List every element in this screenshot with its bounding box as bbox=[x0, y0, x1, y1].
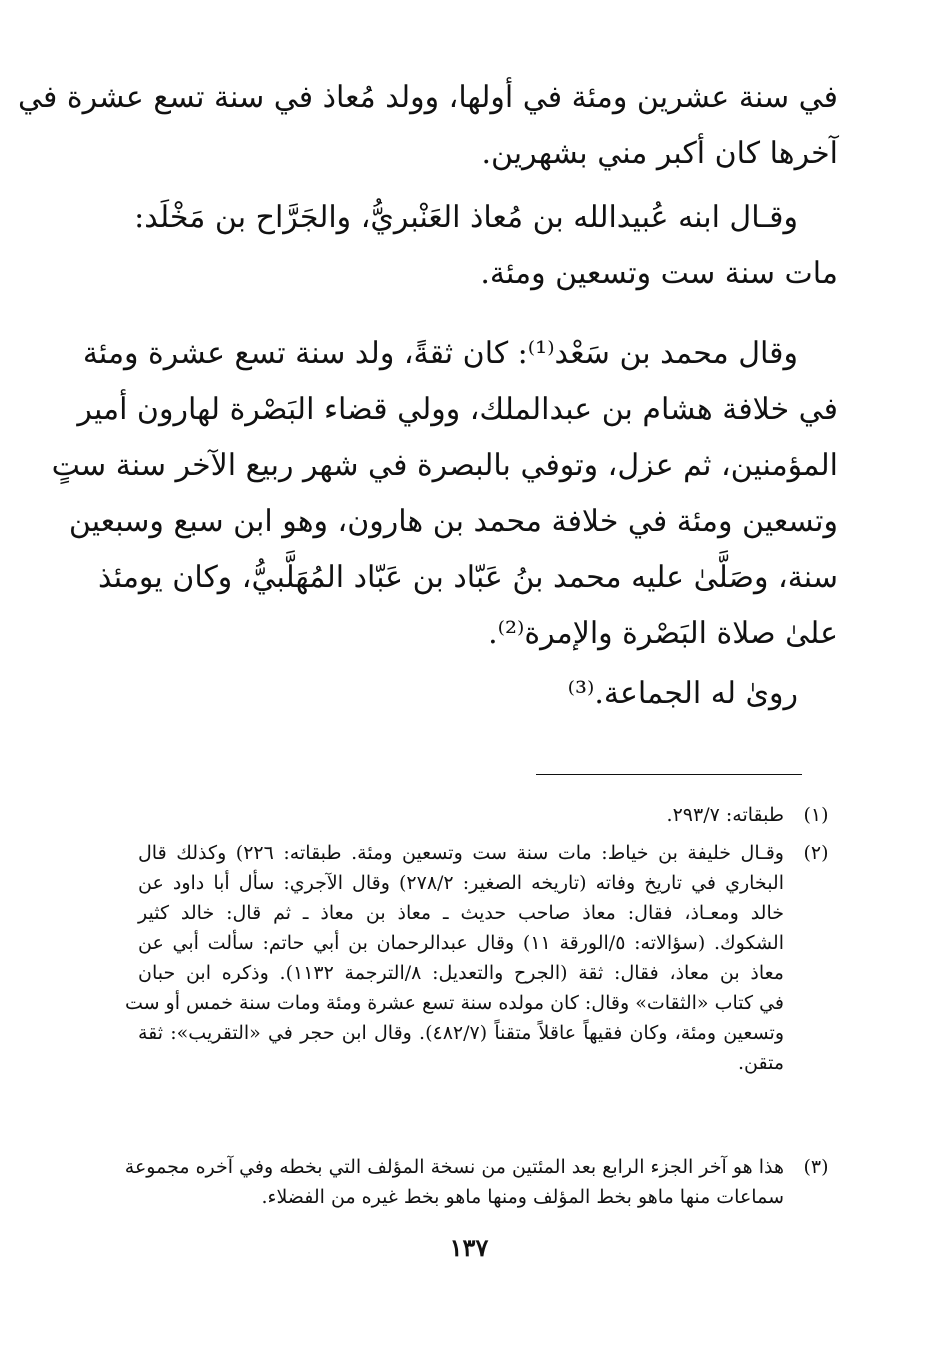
footnote-number: (١) bbox=[803, 804, 829, 826]
footnote-line: معاذ بن معاذ، فقال: ثقة (الجرح والتعديل: ٨/الترجمة ١١٣٢). وذكره ابن حبان bbox=[138, 962, 784, 984]
footnote-line: في كتاب «الثقات» وقال: كان مولده سنة تسع عشرة ومئة ومات سنة خمس أو ست bbox=[124, 992, 784, 1014]
footnote-line: وتسعين ومئة، وكان فقيهاً عاقلاً متقناً (٤٨٢/٧). وقال ابن حجر في «التقريب»: ثقة bbox=[138, 1022, 784, 1044]
text-line: وقال محمد بن سَعْد⁽¹⁾: كان ثقةً، ولد سنة تسع عشرة ومئة bbox=[82, 336, 798, 371]
footnote-line: خالد ومعـاذ، فقال: معاذ صاحب حديث ـ معاذ بن معاذ ـ ثم قال: خالد كثير bbox=[138, 902, 784, 924]
text-line: وقـال ابنه عُبيدالله بن مُعاذ العَنْبريُّ، والجَرَّاح بن مَخْلَد: bbox=[134, 200, 798, 235]
footnote-1 bbox=[138, 800, 838, 830]
footnote-line: طبقاته: ٢٩٣/٧. bbox=[666, 804, 784, 826]
text-line: روىٰ له الجماعة.⁽³⁾ bbox=[567, 676, 798, 711]
footnote-line: هذا هو آخر الجزء الرابع بعد المئتين من نسخة المؤلف التي بخطه وفي آخره مجموعة bbox=[124, 1156, 784, 1178]
paragraph-3 bbox=[51, 326, 838, 662]
paragraph-2 bbox=[134, 190, 838, 302]
text-line: سنة، وصَلَّىٰ عليه محمد بنُ عَبّاد بن عَبّاد المُهَلَّبيُّ، وكان يومئذ bbox=[98, 560, 838, 595]
footnote-2 bbox=[124, 838, 838, 1078]
paragraph-1 bbox=[18, 70, 838, 182]
footnote-line: وقـال خليفة بن خياط: مات سنة ست وتسعين ومئة. طبقاته: ٢٢٦) وكذلك قال bbox=[138, 842, 784, 864]
paragraph-4 bbox=[138, 666, 838, 722]
footnote-line: الشكوك. (سؤالاته: ٥/الورقة ١١) وقال عبدالرحمان بن أبي حاتم: سألت أبي عن bbox=[138, 932, 784, 954]
footnote-number: (٣) bbox=[803, 1156, 829, 1178]
footnote-number: (٢) bbox=[803, 842, 829, 864]
text-line: مات سنة ست وتسعين ومئة. bbox=[480, 256, 838, 291]
text-line: علىٰ صلاة البَصْرة والإمرة⁽²⁾. bbox=[488, 616, 838, 651]
text-line: المؤمنين، ثم عزل، وتوفي بالبصرة في شهر ربيع الآخر سنة ستٍ bbox=[51, 448, 838, 483]
footnote-3 bbox=[124, 1152, 838, 1212]
page-number: ١٣٧ bbox=[449, 1233, 489, 1262]
text-line: آخرها كان أكبر مني بشهرين. bbox=[481, 136, 838, 171]
footnote-line: سماعات منها ماهو بخط المؤلف ومنها ماهو بخط غيره من الفضلاء. bbox=[261, 1186, 784, 1208]
footnote-line: متقن. bbox=[737, 1052, 784, 1074]
text-line: في سنة عشرين ومئة في أولها، وولد مُعاذ في سنة تسع عشرة في bbox=[18, 80, 838, 115]
footnote-separator bbox=[536, 774, 802, 775]
text-line: في خلافة هشام بن عبدالملك، وولي قضاء البَصْرة لهارون أمير bbox=[77, 392, 838, 427]
text-line: وتسعين ومئة في خلافة محمد بن هارون، وهو ابن سبع وسبعين bbox=[68, 504, 838, 539]
footnote-line: البخاري في تاريخ وفاته (تاريخه الصغير: ٢٧٨/٢) وقال الآجري: سأل أبا داود عن bbox=[138, 872, 784, 894]
